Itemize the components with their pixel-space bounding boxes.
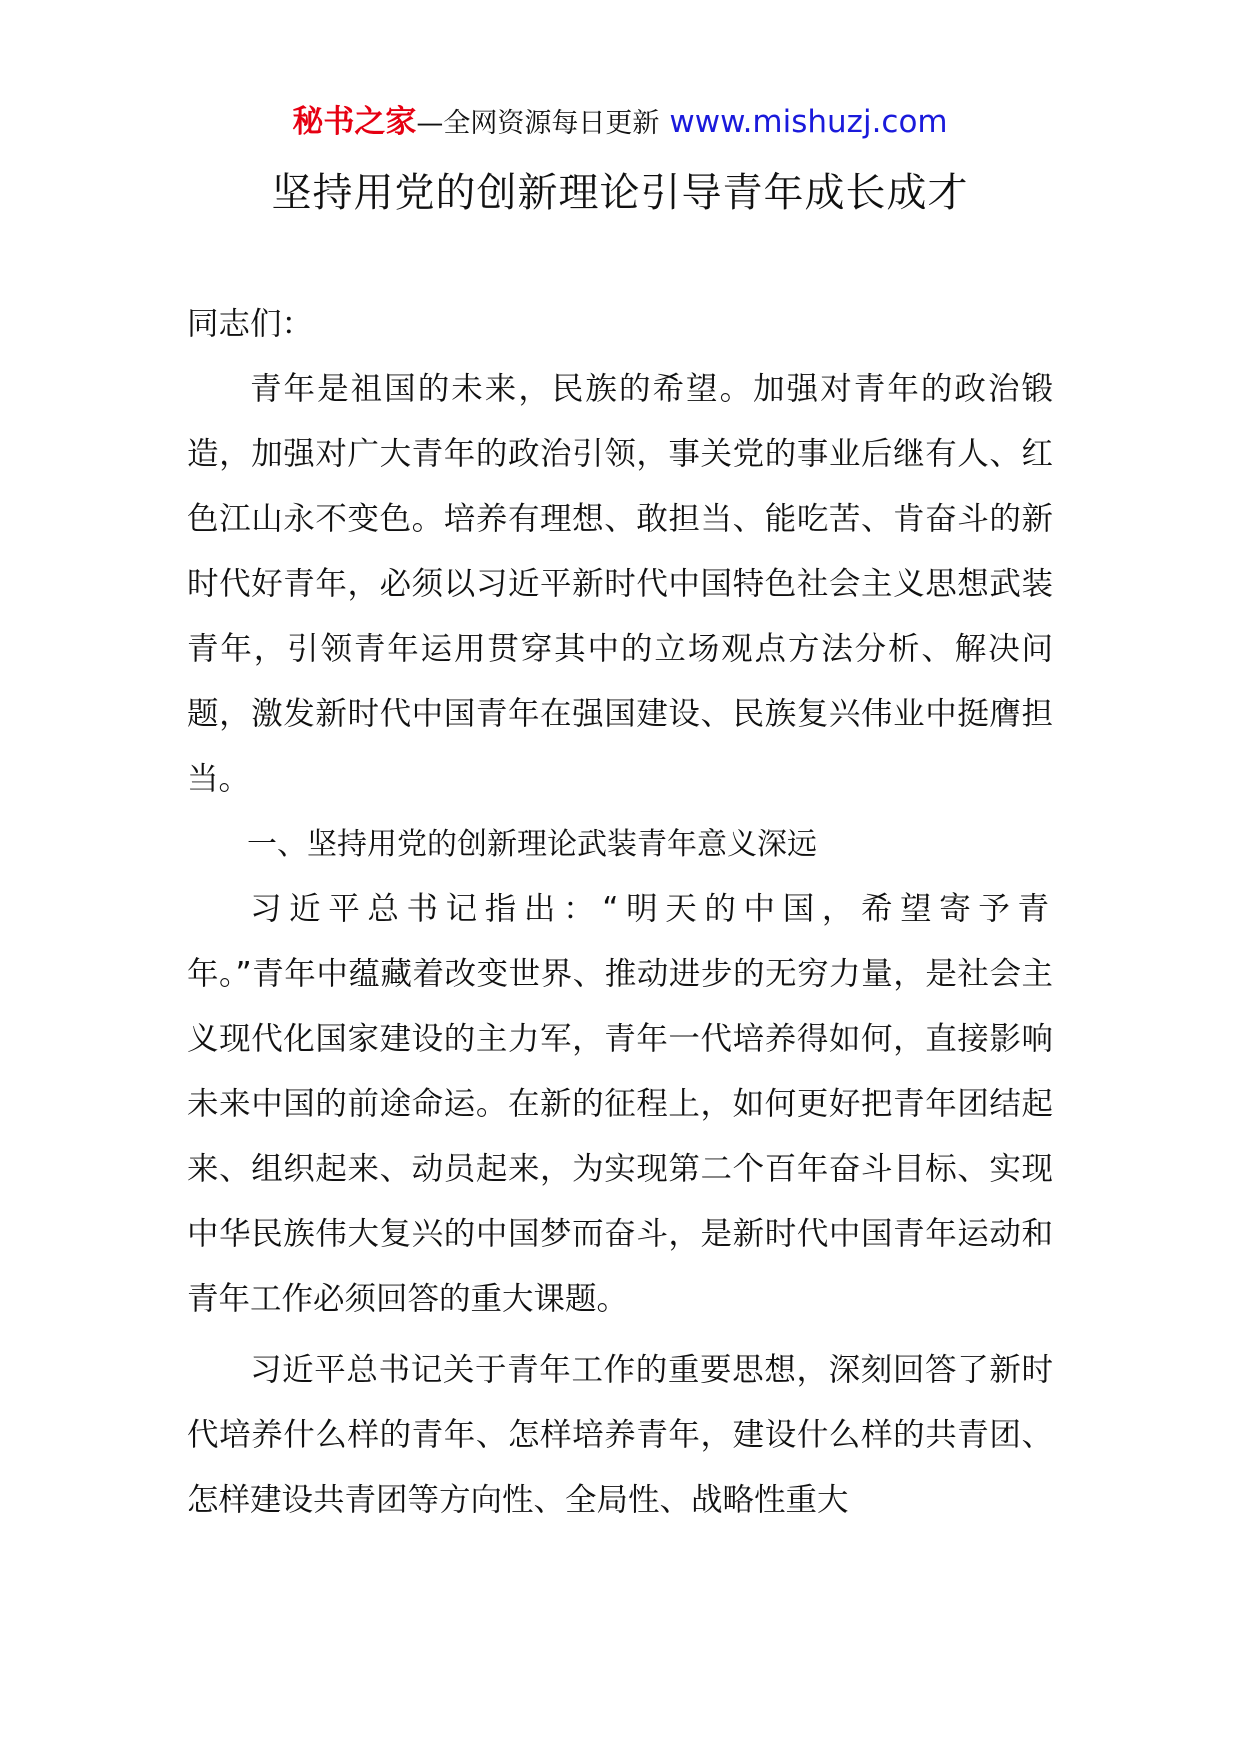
salutation: 同志们： [187, 306, 314, 342]
header-tagline: —全网资源每日更新 [416, 108, 660, 139]
site-header [0, 100, 1240, 146]
section-paragraph-1-lead: 习近平总书记指出：“明天的中国，希望寄予青 [250, 891, 1053, 927]
document-title: 坚持用党的创新理论引导青年成长成才 [271, 170, 969, 216]
section-paragraph-1 [187, 877, 1053, 1332]
site-url-link[interactable]: www.mishuzj.com [669, 104, 948, 140]
document-body [187, 292, 1053, 1533]
brand-name: 秘书之家 [292, 104, 417, 140]
section-paragraph-1-rest: 年。”青年中蕴藏着改变世界、推动进步的无穷力量，是社会主义现代化国家建设的主力军，青年一代培养得如何，直接影响未来中国的前途命运。在新的征程上，如何更好把青年团结起来、组织起来、动员起来，为实现第二个百年奋斗目标、实现中华民族伟大复兴的中国梦而奋斗，是新时代中国青年运动和青年工作必须回答的重大课题。 [187, 956, 1053, 1317]
intro-paragraph: 青年是祖国的未来，民族的希望。加强对青年的政治锻造，加强对广大青年的政治引领，事关党的事业后继有人、红色江山永不变色。培养有理想、敢担当、能吃苦、肯奋斗的新时代好青年，必须以习近平新时代中国特色社会主义思想武装青年，引领青年运用贯穿其中的立场观点方法分析、解决问题，激发新时代中国青年在强国建设、民族复兴伟业中挺膺担当。 [187, 371, 1053, 797]
section-heading: 一、坚持用党的创新理论武装青年意义深远 [247, 827, 817, 862]
section-paragraph-2: 习近平总书记关于青年工作的重要思想，深刻回答了新时代培养什么样的青年、怎样培养青年，建设什么样的共青团、怎样建设共青团等方向性、全局性、战略性重大 [187, 1352, 1053, 1518]
